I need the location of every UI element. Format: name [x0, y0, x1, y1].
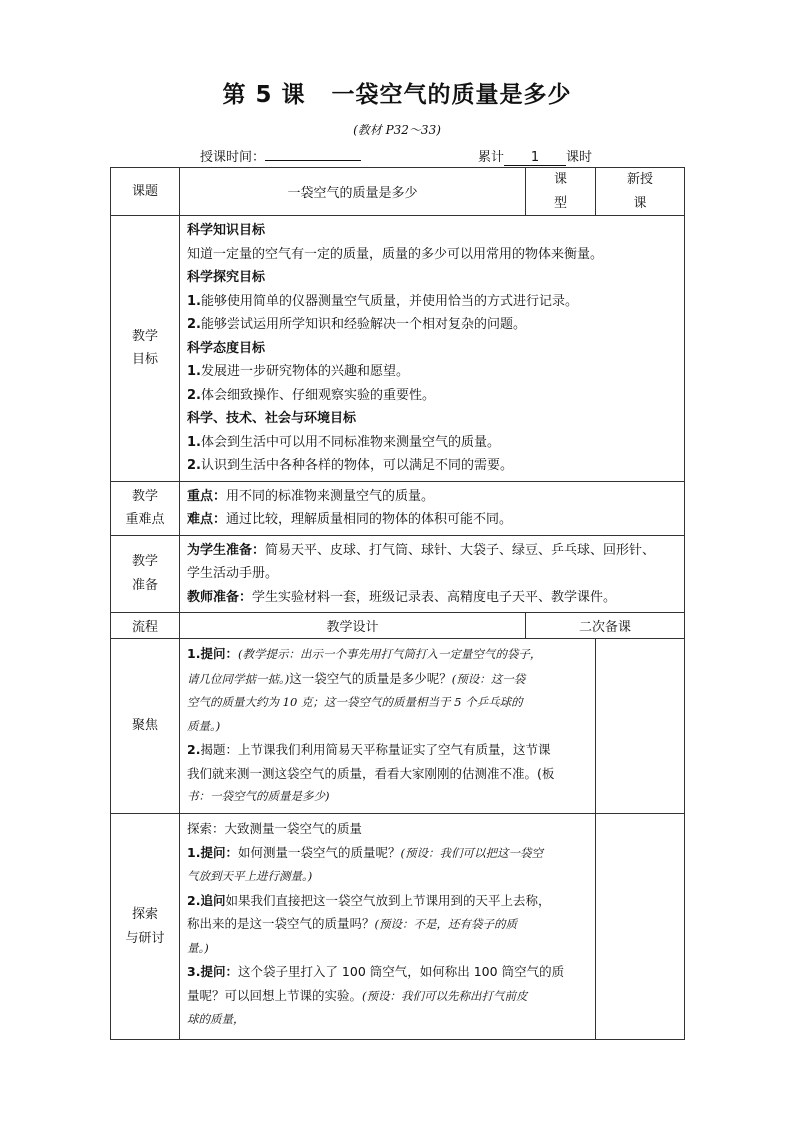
topic-row: [111, 168, 685, 216]
question-text: 如果我们直接把这一袋空气放到上节课用到的天平上去称，: [225, 892, 551, 908]
explore-q2-line3: 量。): [187, 940, 209, 955]
inquiry-goal-1: [187, 290, 678, 314]
stse-goal-2: [187, 454, 678, 478]
key-point: [187, 485, 678, 509]
focus-question-line1: [187, 642, 589, 667]
expected-answer: (预设：我们可以把这一袋空: [400, 845, 543, 860]
item-number: 1.: [187, 293, 201, 309]
preparation-row: [111, 535, 685, 613]
expected-answer: (预设：这一袋: [451, 671, 526, 686]
difficulty-text: 通过比较，理解质量相同的物体的体积可能不同。: [226, 512, 513, 527]
key-points-label-line1: 教学: [131, 488, 158, 504]
explore-label-line2: 与研讨: [125, 930, 165, 946]
explore-intro: 探索：大致测量一袋空气的质量: [187, 821, 363, 836]
focus-question-line2: [187, 667, 589, 692]
explore-second-prep: [596, 814, 685, 1040]
student-prep-text: 简易天平、皮球、打气筒、球针、大袋子、绿豆、乒乓球、回形针、: [265, 542, 656, 558]
question-text: 这个袋子里打入了 100 筒空气，如何称出 100 筒空气的质: [237, 964, 565, 979]
focus-reveal-line1: [187, 738, 589, 762]
explore-row: [111, 814, 685, 1040]
reveal-text: 上节课我们利用简易天平称量证实了空气有质量，这节课: [237, 742, 551, 757]
focus-question-line3: 空气的质量大约为 10 克；这一袋空气的质量相当于 5 个乒乓球的: [187, 695, 523, 709]
question-text: 这一袋空气的质量是多少呢？: [289, 670, 452, 686]
cumulative-field: [478, 146, 592, 166]
goals-row: [111, 216, 685, 482]
key-points-content: [180, 481, 685, 535]
cumulative-label: 累计: [478, 150, 505, 165]
question-label: 1.提问：: [187, 844, 238, 860]
key-point-label: 重点：: [187, 488, 227, 504]
preparation-label-line1: 教学: [131, 554, 158, 570]
textbook-reference: (教材 P32～33): [353, 123, 441, 137]
goals-label-line1: 教学: [131, 328, 158, 344]
item-text: 认识到生活中各种各样的物体，可以满足不同的需要。: [200, 458, 513, 473]
teaching-note: 请几位同学掂一掂。): [187, 671, 290, 686]
question-text: 如何测量一袋空气的质量呢？: [237, 844, 401, 860]
stse-goal-1: [187, 431, 678, 455]
difficulty-point: [187, 508, 678, 532]
teach-time-label: 授课时间：: [200, 150, 266, 165]
student-prep-label: 为学生准备：: [187, 542, 266, 558]
attitude-goal-heading: 科学态度目标: [187, 340, 266, 356]
item-number: 1.: [187, 364, 201, 379]
focus-question-line4: 质量。): [187, 718, 221, 733]
focus-content: [180, 639, 596, 814]
explore-q3-line1: [187, 960, 589, 984]
focus-reveal-line3: 书：一袋空气的质量是多少): [187, 789, 330, 803]
item-number: 2.: [187, 387, 201, 403]
explore-q3-line3: 球的质量，: [187, 1012, 245, 1026]
lesson-plan-table: [110, 167, 685, 1040]
expected-answer: (预设：我们可以先称出打气前皮: [362, 988, 528, 1003]
teacher-prep-text: 学生实验材料一套，班级记录表、高精度电子天平、教学课件。: [252, 589, 617, 605]
teaching-note: (教学提示：出示一个事先用打气筒打入一定量空气的袋子，: [237, 647, 542, 661]
preparation-label-line2: 准备: [131, 577, 158, 593]
explore-label-line1: 探索: [131, 907, 158, 922]
period-unit: 课时: [566, 150, 593, 165]
focus-reveal-line2: [187, 762, 589, 786]
topic-value: 一袋空气的质量是多少: [180, 168, 526, 216]
student-prep-line1: [187, 539, 678, 563]
lesson-type-value-line2: 课: [633, 195, 647, 211]
question-text: 量呢？可以回想上节课的实验。: [187, 987, 363, 1003]
teach-time-field: [200, 146, 361, 165]
attitude-goal-1: [187, 360, 678, 384]
expected-answer: (预设：不是，还有袋子的质: [374, 917, 518, 931]
inquiry-goal-2: [187, 313, 678, 337]
explore-q1-line1: [187, 841, 589, 866]
lesson-number: 第 5 课: [222, 82, 306, 108]
preparation-content: [180, 535, 685, 613]
inquiry-goal-heading: 科学探究目标: [187, 270, 266, 285]
reveal-number: 2.: [187, 742, 201, 757]
item-text: 能够尝试运用所学知识和经验解决一个相对复杂的问题。: [200, 317, 526, 332]
lesson-title: 一袋空气的质量是多少: [331, 82, 572, 108]
goals-label-line2: 目标: [131, 352, 158, 368]
item-text: 体会细致操作、仔细观察实验的重要性。: [200, 387, 435, 403]
knowledge-goal-1: 知道一定量的空气有一定的质量，质量的多少可以用常用的物体来衡量。: [187, 246, 604, 262]
item-text: 能够使用简单的仪器测量空气质量，并使用恰当的方式进行记录。: [200, 293, 578, 309]
item-number: 2.: [187, 458, 201, 473]
knowledge-goal-heading: 科学知识目标: [187, 223, 266, 238]
difficulty-label: 难点：: [187, 512, 227, 527]
flow-header: 流程: [111, 613, 180, 639]
key-points-row: [111, 481, 685, 535]
preparation-label: [111, 535, 180, 613]
explore-q1-line2: 气放到天平上进行测量。): [187, 869, 313, 883]
explore-label: [111, 814, 180, 1040]
teacher-prep: [187, 586, 678, 610]
topic-label: 课题: [111, 168, 180, 216]
lesson-title-heading: [0, 76, 794, 109]
second-prep-header: 二次备课: [526, 613, 685, 639]
explore-q2-line2: [187, 912, 589, 937]
item-text: 体会到生活中可以用不同标准物来测量空气的质量。: [200, 434, 500, 450]
design-header: 教学设计: [180, 613, 526, 639]
lesson-type-label-line1: 课: [553, 172, 567, 187]
explore-q2-line1: [187, 889, 589, 913]
key-points-label: [111, 481, 180, 535]
question-label: 2.追问: [187, 892, 226, 908]
teach-time-blank: [265, 148, 361, 161]
question-label: 3.提问：: [187, 964, 238, 979]
item-number: 1.: [187, 434, 201, 450]
question-text: 称出来的是这一袋空气的质量吗？: [187, 916, 375, 931]
focus-label: 聚焦: [111, 639, 180, 814]
stse-goal-heading: 科学、技术、社会与环境目标: [187, 411, 357, 426]
explore-q3-line2: [187, 984, 589, 1009]
lesson-type-value: [596, 168, 685, 216]
focus-row: [111, 639, 685, 814]
item-number: 2.: [187, 317, 201, 332]
reveal-label: 揭题：: [200, 742, 238, 757]
reveal-text: 我们就来测一测这袋空气的质量，看看大家刚刚的估测准不准。: [187, 765, 538, 781]
teacher-prep-label: 教师准备：: [187, 589, 253, 605]
cumulative-value: 1: [504, 150, 566, 166]
design-header-row: [111, 613, 685, 639]
board-note: (板: [537, 765, 555, 781]
key-points-label-line2: 重难点: [125, 512, 165, 527]
question-label: 1.提问：: [187, 646, 238, 661]
student-prep-line2: 学生活动手册。: [187, 566, 279, 581]
focus-second-prep: [596, 639, 685, 814]
lesson-type-label: [526, 168, 596, 216]
key-point-text: 用不同的标准物来测量空气的质量。: [226, 488, 435, 504]
lesson-type-value-line1: 新授: [626, 172, 653, 187]
explore-content: [180, 814, 596, 1040]
attitude-goal-2: [187, 384, 678, 408]
goals-content: [180, 216, 685, 482]
goals-label: [111, 216, 180, 482]
lesson-type-label-line2: 型: [553, 195, 567, 211]
item-text: 发展进一步研究物体的兴趣和愿望。: [200, 364, 409, 379]
